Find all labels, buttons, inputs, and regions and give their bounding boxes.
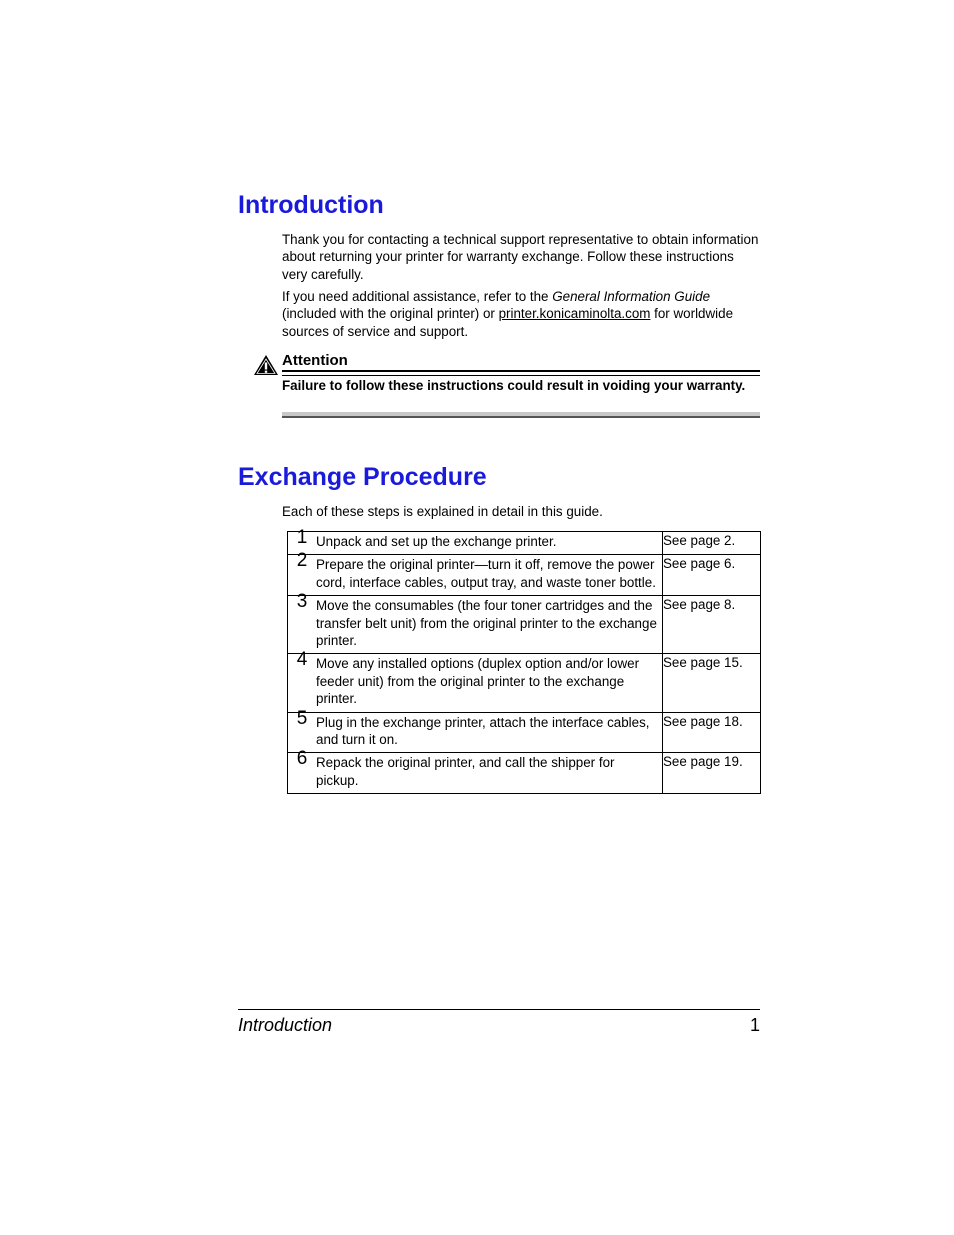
intro-paragraph-2-text-mid: (included with the original printer) or [282,306,499,322]
step-cell [288,550,663,596]
step-number: 4 [296,649,308,671]
warning-triangle-icon [253,354,279,376]
step-number: 1 [296,527,308,548]
step-row [288,753,761,794]
intro-paragraph-2-text-end: for worldwide sources of service and support. [282,306,734,339]
step-description: Repack the original printer, and call the shipper for pickup. [316,755,615,788]
introduction-heading: Introduction [238,191,384,219]
attention-title: Attention [282,352,348,369]
footer-page-number: 1 [749,1015,760,1035]
exchange-procedure-heading: Exchange Procedure [238,463,487,491]
step-page-reference: See page 18. [663,712,761,753]
step-description: Plug in the exchange printer, attach the interface cables, and turn it on. [316,714,650,748]
step-row [288,555,761,596]
step-description: Move the consumables (the four toner cartridges and the transfer belt unit) from the original printer to the exchange printer. [316,598,657,649]
step-cell [288,748,663,794]
intro-paragraph-2-text: If you need additional assistance, refer to the [282,289,553,304]
step-page-reference: See page 15. [663,654,761,712]
step-number: 6 [296,748,308,770]
step-number: 2 [296,550,308,572]
intro-paragraph-2 [282,288,762,340]
step-row [288,596,761,654]
steps-table [287,527,761,794]
attention-rule [282,370,760,372]
step-number: 5 [296,707,308,729]
step-cell [288,591,663,654]
step-cell [288,527,663,555]
general-information-guide-title: General Information Guide [552,289,711,304]
step-cell [288,707,663,753]
step-page-reference: See page 2. [663,532,761,555]
step-cell [288,649,663,712]
footer-section-title: Introduction [238,1015,333,1035]
attention-rule-thin [282,375,760,376]
step-description: Prepare the original printer—turn it off, remove the power cord, interface cables, output tray, and waste toner bottle. [316,557,656,590]
exchange-lead-text: Each of these steps is explained in detail in this guide. [282,504,603,519]
step-description: Move any installed options (duplex option and/or lower feeder unit) from the original printer to the exchange printer. [316,656,640,707]
step-description: Unpack and set up the exchange printer. [316,534,557,549]
footer-rule [238,1009,760,1010]
step-number: 3 [296,591,308,613]
step-row [288,712,761,753]
step-row [288,532,761,555]
konicaminolta-link[interactable]: printer.konicaminolta.com [498,306,651,322]
step-page-reference: See page 6. [663,555,761,596]
intro-paragraph-1: Thank you for contacting a technical support representative to obtain information about returning your printer for warranty exchange. Follow these instructions very carefully. [282,232,759,282]
attention-bottom-rule [282,416,760,418]
step-page-reference: See page 19. [663,753,761,794]
step-row [288,654,761,712]
step-page-reference: See page 8. [663,596,761,654]
attention-body: Failure to follow these instructions could result in voiding your warranty. [282,378,746,393]
